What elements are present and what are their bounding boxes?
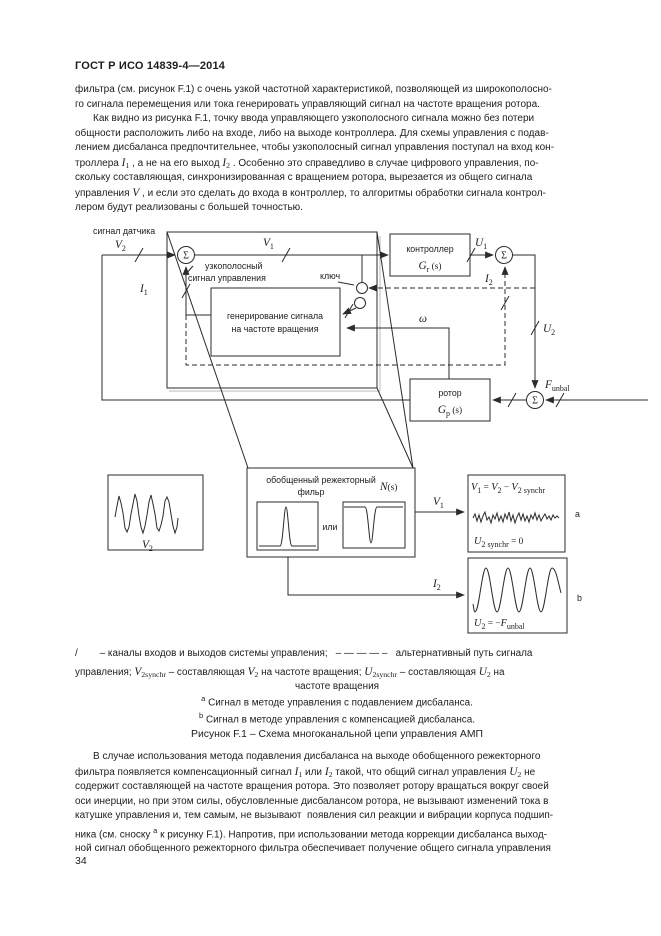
- ns-label: N(s): [380, 481, 398, 493]
- text-line: $^a$ Сигнал в методе управления с подавлением дисбаланса.: [201, 694, 473, 709]
- paragraph: [75, 750, 599, 857]
- math-symbol: V: [134, 666, 142, 678]
- text-line: фильтра появляется компенсационный сигнал $I_1$ или $I_2$ такой, что общий сигнал управления $U_2$ не: [75, 765, 536, 779]
- text-line: / – каналы входов и выходов системы управления; – — — — – альтернативный путь сигнала: [75, 648, 533, 659]
- svg-text:Σ: Σ: [183, 250, 189, 262]
- svg-text:на частоте вращения: на частоте вращения: [231, 324, 319, 334]
- sensor-signal-label: сигнал датчика: [93, 226, 156, 236]
- text-line: лением дисбаланса предпочтительнее, чтобы узкополосный сигнал управления поступал на вход кон-: [75, 142, 555, 153]
- v1-label: $V_1$: [263, 237, 274, 251]
- text-line: общности расположить либо на входе, либо на выходе контроллера. Для схемы управления с подав-: [75, 127, 549, 139]
- u2-line: [513, 255, 535, 388]
- math-symbol: I: [294, 765, 299, 778]
- svg-text:контроллер: контроллер: [406, 244, 454, 254]
- math-symbol: U: [509, 765, 518, 778]
- text-line: $^b$ Сигнал в методе управления с компенсацией дисбаланса.: [199, 710, 475, 726]
- svg-text:Gp (s): $G_p$ $^{(s)}$: [437, 404, 463, 418]
- svg-text:V1 = V2 − V2 synchr: $V_1 = V_2 - V_{2 synchr}$: [471, 482, 546, 495]
- page-header: ГОСТ Р ИСО 14839-4—2014: [75, 60, 226, 72]
- text-line: содержит составляющей на частоте вращения ротора. Это позволяет ротору вращаться вокруг своей: [75, 781, 549, 792]
- notch-curve: [344, 507, 403, 543]
- svg-text:Σ: Σ: [501, 250, 507, 262]
- callout-lines: [167, 232, 413, 468]
- v2-label: $V_2$: [115, 239, 126, 253]
- waveform-v2-box: [108, 475, 203, 553]
- page-number: 34: [75, 855, 87, 867]
- sine-wave: [473, 568, 561, 612]
- text-line: управления; $V_{2synchr}$ – составляющая $V_2$ на частоте вращения; $U_{2synchr}$ – составляющая $U_2$ на: [75, 666, 505, 679]
- math-symbol: I: [324, 765, 329, 778]
- sum-junction-3: [527, 392, 544, 409]
- noisy-sine-wave: [115, 494, 178, 533]
- noise-wave: [473, 512, 559, 523]
- or-label: или: [322, 522, 338, 532]
- note-b-marker: b: [577, 593, 582, 603]
- figure-footnotes: [75, 681, 599, 726]
- v2-wave-label: $V_2$: [142, 539, 153, 553]
- figure-legend: [75, 645, 599, 682]
- paragraph: [75, 83, 599, 112]
- i1-label: $I_1$: [140, 283, 148, 297]
- text-line: скольку составляющая, синхронизированная с вращением ротора, вырезается из общего сигнала: [75, 172, 533, 183]
- text-line: управления V , и если это сделать до входа в контроллер, то алгоритмы обработки сигнала контрол-: [75, 186, 546, 199]
- text-line: оси инерции, но при этом силы, обусловленные дисбалансом ротора, не вызывают изменений тока в: [75, 795, 549, 807]
- svg-text:U2 synchr = 0: $U_{2 synchr} = 0$: [474, 536, 524, 549]
- switch-key: [338, 255, 368, 318]
- math-symbol: U: [478, 666, 487, 678]
- u1-label: $U_1$: [475, 237, 488, 251]
- figure-caption: Рисунок F.1 – Схема многоканальной цепи управления АМП: [191, 729, 483, 740]
- math-symbol: I: [121, 156, 126, 169]
- paragraph: [75, 112, 599, 216]
- text-line: частоте вращения: [295, 681, 379, 692]
- figure-diagram: [85, 222, 650, 640]
- peak-curve: [259, 507, 316, 546]
- text-line: Как видно из рисунка F.1, точку ввода управляющего узкополосного сигнала можно без потери: [93, 113, 535, 124]
- svg-text:обобщенный режекторный: обобщенный режекторный: [266, 475, 376, 485]
- text-line: ной сигнал обобщенного режекторного фильтра обеспечивает получение общего сигнала управления: [75, 843, 551, 855]
- svg-text:Gr (s): $G_r$ $^{(s)}$: [418, 260, 442, 274]
- waveform-a-box: [468, 475, 565, 552]
- text-line: ника (см. сноску $^a$ к рисунку F.1). Напротив, при использовании метода коррекции дисбаланса выход-: [75, 825, 548, 840]
- narrowband-label-1: узкополосный: [205, 261, 263, 271]
- rotor-box: [410, 379, 490, 421]
- note-a-marker: a: [575, 509, 580, 519]
- svg-text:U2 = −Funbal: $U_2 = -F_{unbal}$: [474, 618, 525, 631]
- key-label: ключ: [320, 271, 341, 281]
- omega-label: ω: [419, 313, 427, 325]
- text-line: В случае использования метода подавления дисбаланса на выходе обобщенного режекторного: [93, 751, 541, 762]
- math-symbol: V: [132, 186, 140, 199]
- svg-text:Σ: Σ: [532, 395, 538, 407]
- svg-text:генерирование сигнала: генерирование сигнала: [226, 311, 324, 321]
- sum-junction-2: [496, 247, 513, 264]
- i2-label: $I_2$: [485, 273, 493, 287]
- bandpass-graph: [257, 502, 318, 550]
- text-line: катушке управления и, тем самым, не вызывают появления сил реакции и вибрации корпуса подшип-: [75, 810, 554, 821]
- text-line: фильтра (см. рисунок F.1) с очень узкой частотной характеристикой, позволяющей из широкополосно-: [75, 84, 552, 95]
- sum-junction-1: [178, 247, 195, 264]
- funbal-label: $F_{unbal}$: [545, 379, 570, 393]
- math-symbol: U: [364, 666, 373, 678]
- svg-text:фильр: фильр: [297, 487, 325, 497]
- u2-label: $U_2$: [543, 323, 556, 337]
- notch-filter-box: [247, 468, 415, 557]
- text-line: го сигнала перемещения или тока генерировать управляющий сигнал на частоте вращения ротора.: [75, 98, 540, 110]
- text-line: лером будут реализованы с большей точностью.: [75, 202, 303, 213]
- text-line: троллера $I_1$ , а не на его выход $I_2$ . Особенно это справедливо в случае цифрового управления, по-: [75, 156, 539, 170]
- waveform-b-box: [468, 558, 567, 633]
- controller-box: [390, 234, 470, 276]
- narrowband-label-2: сигнал управления: [188, 273, 266, 283]
- math-symbol: I: [222, 156, 227, 169]
- svg-text:ротор: ротор: [438, 388, 462, 398]
- generation-box: [211, 288, 340, 356]
- math-symbol: V: [247, 666, 255, 678]
- v1-output-label: $V_1$: [433, 496, 444, 510]
- i2-output-label: $I_2$: [433, 578, 441, 592]
